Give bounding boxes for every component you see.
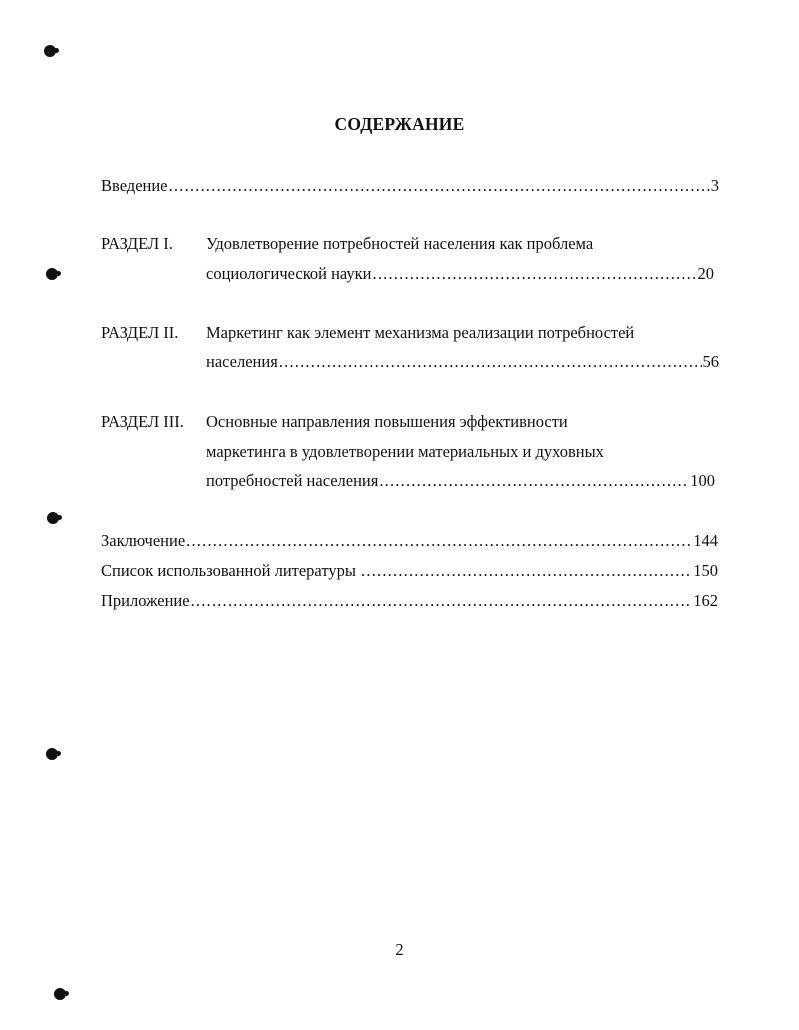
section-label: РАЗДЕЛ II. — [101, 323, 179, 342]
page-number: 2 — [395, 940, 404, 959]
dot-leader — [191, 591, 693, 611]
toc-entry-section-1 — [206, 264, 714, 284]
dot-leader — [169, 176, 710, 196]
toc-entry-references — [101, 561, 718, 581]
punch-hole-mark — [46, 268, 58, 280]
punch-hole-mark — [47, 512, 59, 524]
page-title: СОДЕРЖАНИЕ — [334, 114, 465, 134]
section-label: РАЗДЕЛ III. — [101, 412, 184, 431]
toc-entry-text: Заключение — [101, 531, 186, 550]
section-title-line: маркетинга в удовлетворении материальных и духовных — [206, 442, 604, 461]
toc-entry-page: 150 — [693, 561, 718, 580]
dot-leader — [373, 264, 697, 284]
section-title-line: Основные направления повышения эффективности — [206, 412, 568, 431]
toc-entry-page: 3 — [710, 176, 719, 195]
toc-entry-page: 162 — [693, 591, 718, 610]
toc-entry-page: 20 — [697, 264, 714, 283]
toc-entry-page: 144 — [693, 531, 718, 550]
toc-entry-page: 56 — [702, 352, 719, 371]
toc-entry-text: Приложение — [101, 591, 190, 610]
dot-leader — [379, 471, 689, 491]
toc-entry-appendix — [101, 591, 718, 611]
punch-hole-mark — [54, 988, 66, 1000]
punch-hole-mark — [46, 748, 58, 760]
section-title-line: Удовлетворение потребностей населения как проблема — [206, 234, 594, 253]
section-title-line: Маркетинг как элемент механизма реализации потребностей — [206, 323, 635, 342]
section-label: РАЗДЕЛ I. — [101, 234, 173, 253]
toc-entry-text: Введение — [101, 176, 168, 195]
toc-entry-section-2 — [206, 352, 719, 372]
toc-entry-text: населения — [206, 352, 278, 371]
toc-entry-text: социологической науки — [206, 264, 372, 283]
dot-leader — [186, 531, 692, 551]
dot-leader — [361, 561, 692, 581]
toc-entry-text: потребностей населения — [206, 471, 379, 490]
toc-entry-intro — [101, 176, 719, 196]
toc-entry-section-3 — [206, 471, 715, 491]
toc-entry-conclusion — [101, 531, 718, 551]
toc-entry-text: Список использованной литературы — [101, 561, 361, 580]
dot-leader — [279, 352, 702, 372]
punch-hole-mark — [44, 45, 56, 57]
toc-entry-page: 100 — [690, 471, 715, 490]
